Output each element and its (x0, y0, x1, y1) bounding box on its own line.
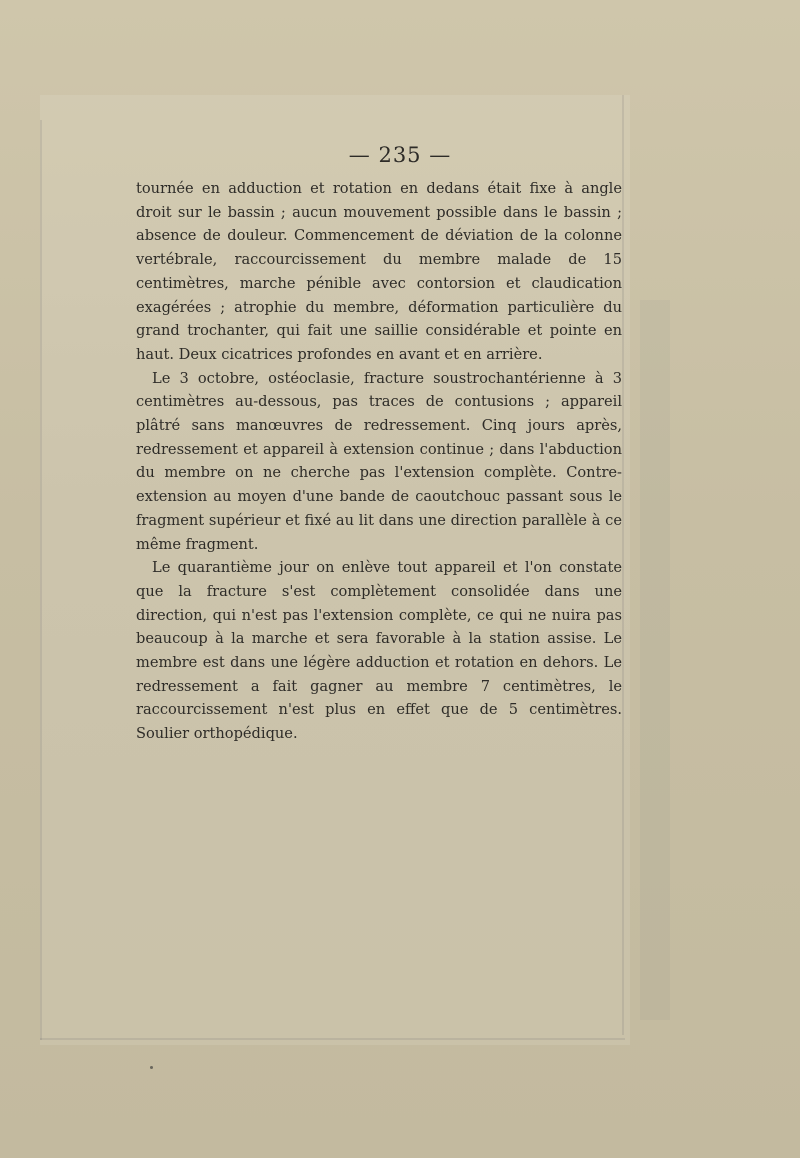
bleed-rule-left (40, 120, 42, 1040)
paragraph-3: Le quarantième jour on enlève tout appareil et l'on constate que la fracture s'est complètement consolidée dans une direction, qui n'est pas l'extension complète, ce qui ne nuira pas beaucoup à la marche et sera favorable à la station assise. Le membre est dans une légère adduction et rotation en dehors. Le redressement a fait gagner au membre 7 centimètres, le raccourcissement n'est plus en effet que de 5 centimètres. Soulier orthopédique. (136, 559, 622, 743)
paragraph-1: tournée en adduction et rotation en dedans était fixe à angle droit sur le bassin ; aucun mouvement possible dans le bassin ; absence de douleur. Commencement de déviation de la colonne vertébrale, raccourcissement du membre malade de 15 centimètres, marche pénible avec contorsion et claudication exagérées ; atrophie du membre, déformation particulière du grand trochanter, qui fait une saillie considérable et pointe en haut. Deux cicatrices profondes en avant et en arrière. (136, 180, 622, 363)
bleed-column-right (640, 300, 670, 1020)
body-text (136, 177, 622, 746)
paper-speck (150, 1066, 153, 1069)
bleed-rule-right (622, 95, 624, 1035)
paragraph-2: Le 3 octobre, ostéoclasie, fracture soustrochantérienne à 3 centimètres au-dessous, pas traces de contusions ; appareil plâtré sans manœuvres de redressement. Cinq jours après, redressement et appareil à extension continue ; dans l'abduction du membre on ne cherche pas l'extension complète. Contre-extension au moyen d'une bande de caoutchouc passant sous le fragment supérieur et fixé au lit dans une direction parallèle à ce même fragment. (136, 369, 622, 553)
page-number: — 235 — (348, 143, 452, 167)
bleed-rule-bottom (40, 1038, 625, 1040)
